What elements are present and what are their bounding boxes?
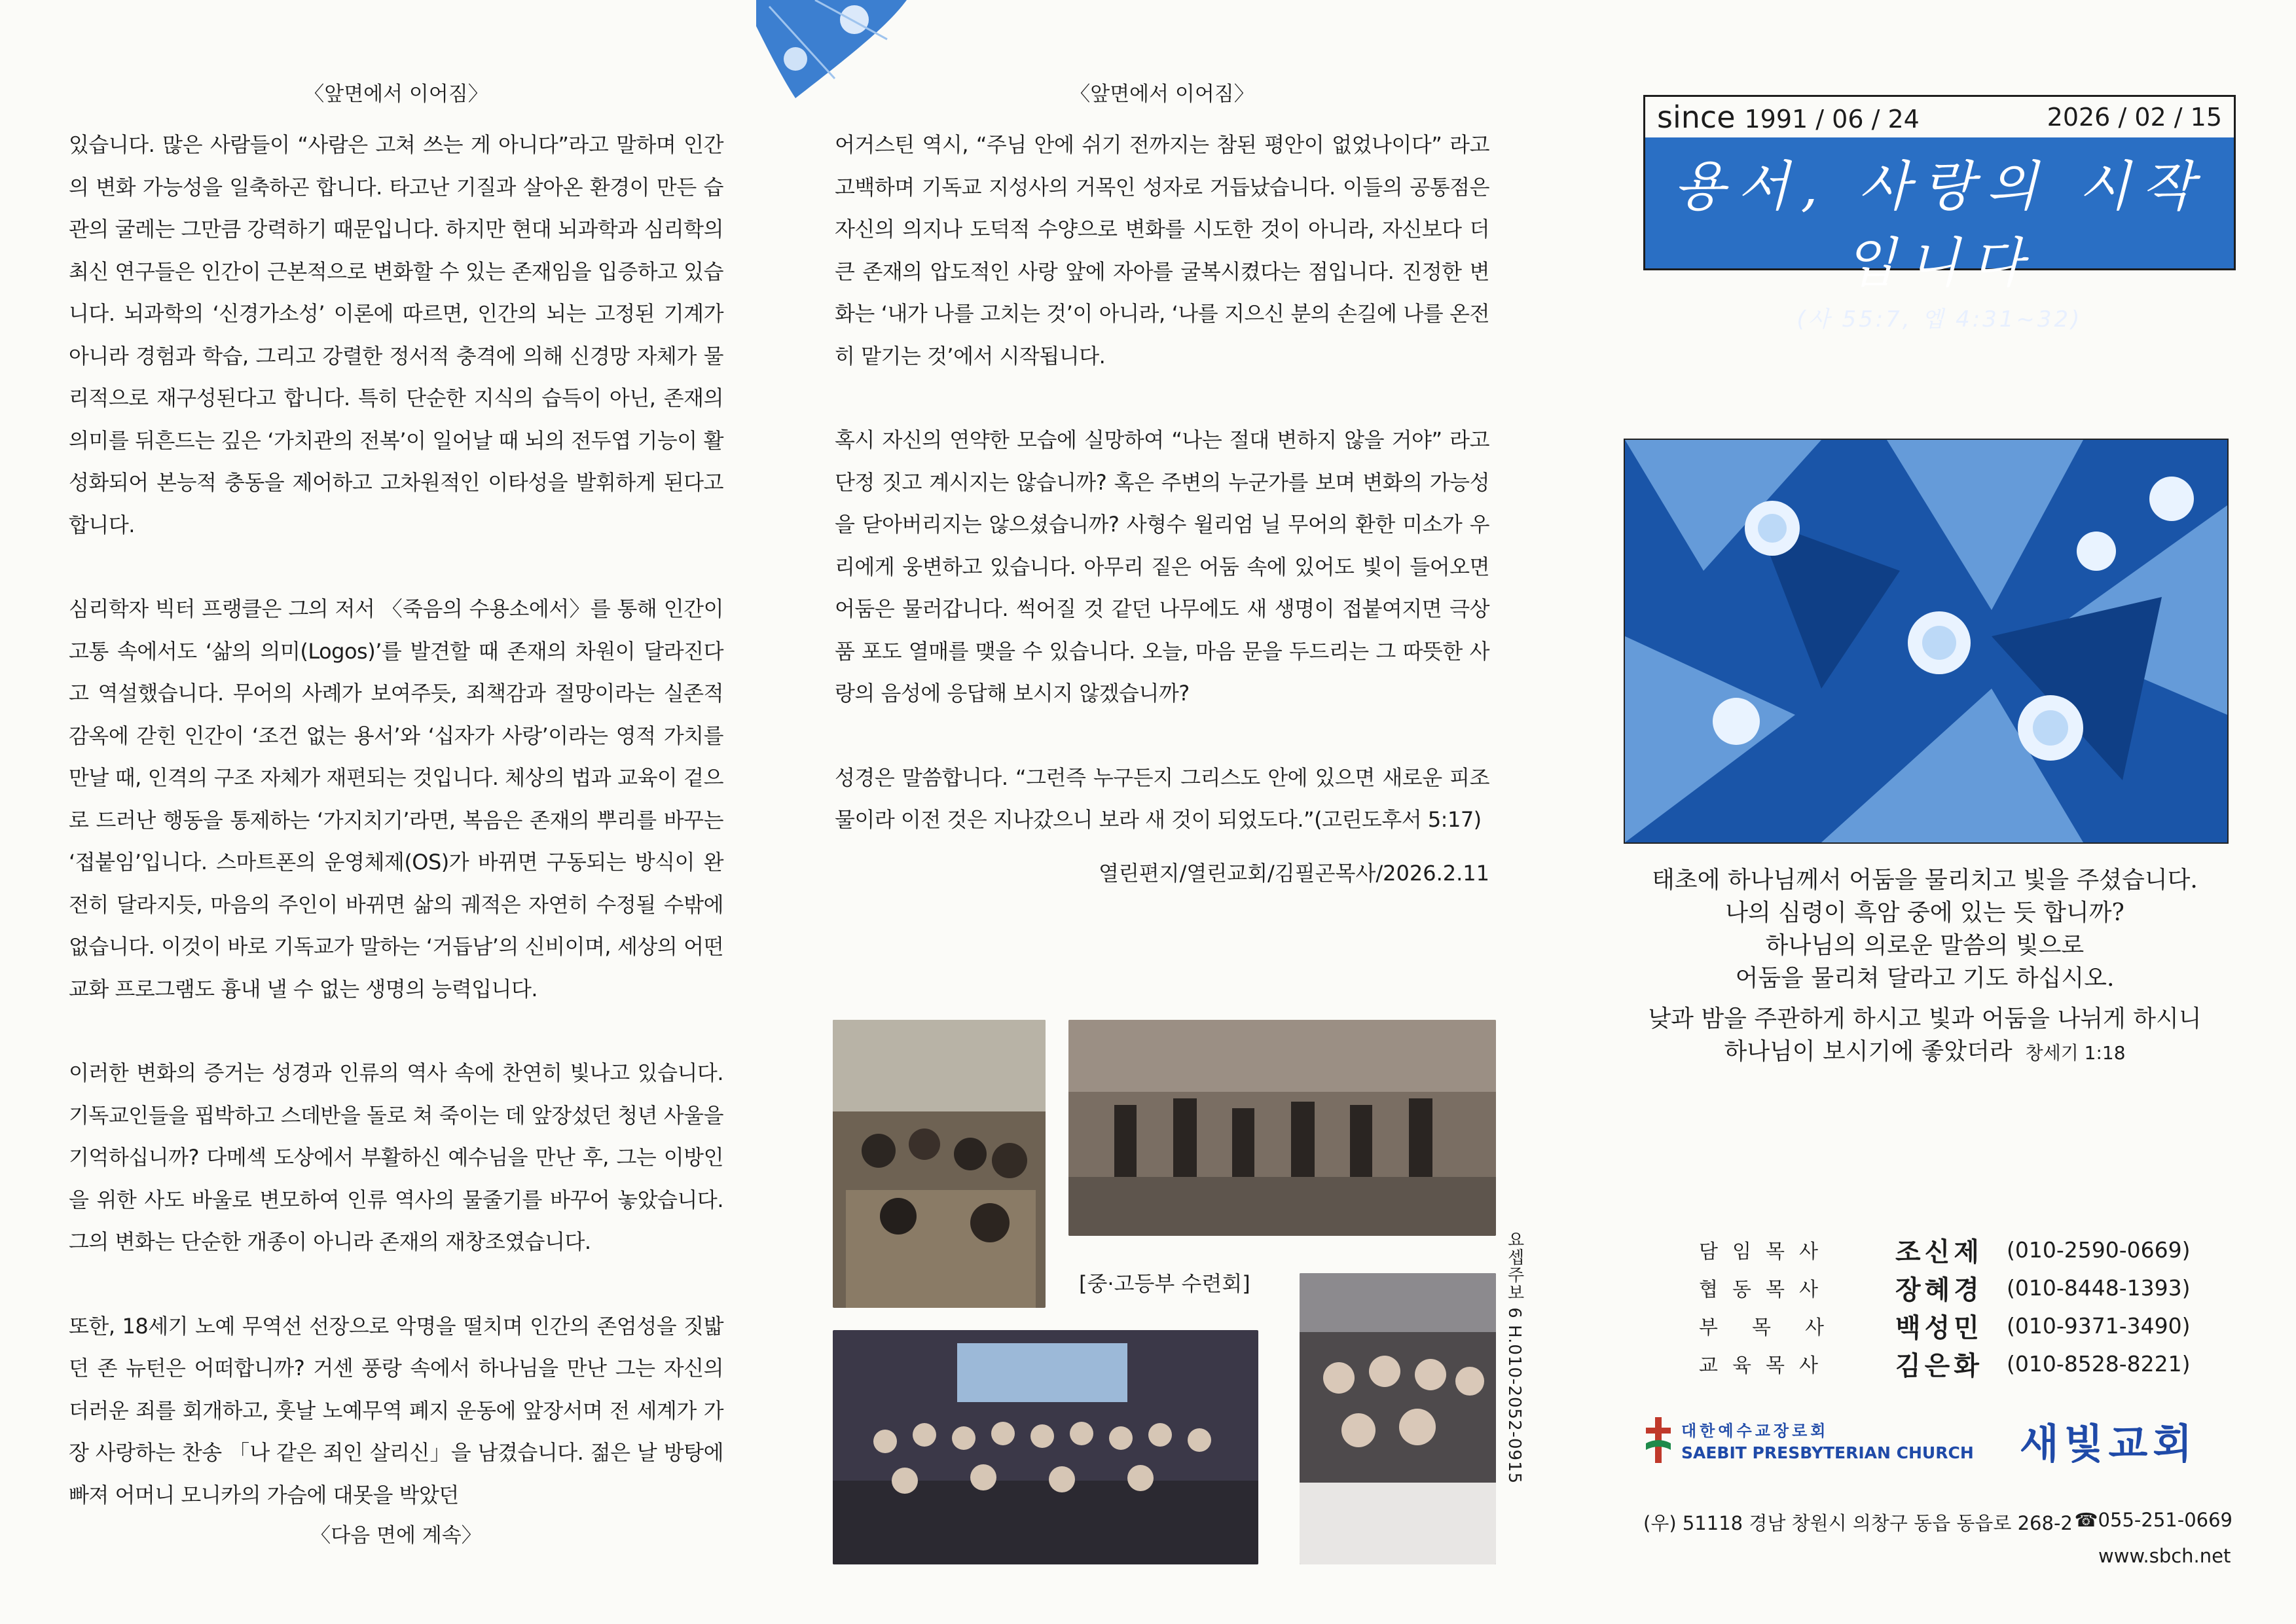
verse-line-2-wrap: [1597, 1036, 2252, 1070]
staff-role: 협동목사: [1699, 1278, 1832, 1301]
staff-role: 담임목사: [1699, 1240, 1832, 1263]
retreat-photo-dining: [833, 1020, 1046, 1308]
staff-name: 장혜경: [1895, 1274, 1983, 1305]
photo-caption: [중·고등부 수련회]: [1079, 1271, 1250, 1296]
denomination-english: SAEBIT PRESBYTERIAN CHURCH: [1681, 1443, 1974, 1462]
staff-name: 백성민: [1895, 1312, 1983, 1343]
meditation-text: [1597, 864, 2252, 1070]
denomination-korean: 대한예수교장로회: [1681, 1422, 1829, 1440]
verse-reference: 창세기 1:18: [2025, 1042, 2126, 1064]
article-column-2: [835, 77, 1489, 887]
poem-line-3: 하나님의 의로운 말씀의 빛으로: [1765, 932, 2085, 959]
since-label: [1657, 99, 1920, 135]
staff-phone: (010-9371-3490): [2007, 1312, 2191, 1339]
church-name: 새빛교회: [2019, 1419, 2198, 1468]
cover-art-image: [1624, 439, 2229, 844]
column-2-paragraph-3: 성경은 말씀합니다. “그런즉 누구든지 그리스도 안에 있으면 새로운 피조물이라 이전 것은 지나갔으니 보라 새 것이 되었도다.”(고린도후서 5:17): [835, 765, 1489, 832]
continued-note: 〈다음 면에 계속〉: [310, 1524, 482, 1547]
staff-row: [1699, 1231, 2223, 1269]
column-1-paragraph-4: 또한, 18세기 노예 무역선 선장으로 악명을 떨치며 인간의 존엄성을 짓밟던 존 뉴턴은 어떠합니까? 거센 풍랑 속에서 하나님을 만난 그는 자신의 더러운 죄를 회개하고, 훗날 노예무역 폐지 운동에 앞장서며 전 세계가 가장 사랑하는 찬송 「나 같은 죄인 살리신」을 남겼습니다. 젊은 날 방탕에 빠져 어머니 모니카의 가슴에 대못을 박았던: [69, 1313, 723, 1507]
poem-line-4: 어둠을 물리쳐 달라고 기도 하십시오.: [1735, 965, 2115, 992]
sermon-title: 용서, 사랑의 시작입니다: [1673, 156, 2206, 295]
staff-phone: (010-8528-8221): [2007, 1350, 2191, 1377]
poem-line-2: 나의 심령이 흑암 중에 있는 듯 합니까?: [1725, 899, 2124, 926]
retreat-photo-activity: [1068, 1020, 1496, 1236]
column-1-paragraph-1: 있습니다. 많은 사람들이 “사람은 고쳐 쓰는 게 아니다”라고 말하며 인간의 변화 가능성을 일축하곤 합니다. 타고난 기질과 살아온 환경이 만든 습관의 굴레는 그만큼 강력하기 때문입니다. 하지만 현대 뇌과학과 심리학의 최신 연구들은 인간이 근본적으로 변화할 수 있는 존재임을 입증하고 있습니다. 뇌과학의 ‘신경가소성’ 이론에 따르면, 인간의 뇌는 고정된 기계가 아니라 경험과 학습, 그리고 강렬한 정서적 충격에 의해 신경망 자체가 물리적으로 재구성된다고 합니다. 특히 단순한 지식의 습득이 아닌, 존재의 의미를 뒤흔드는 깊은 ‘가치관의 전복’이 일어날 때 뇌의 전두엽 기능이 활성화되어 본능적 충동을 제어하고 고차원적인 이타성을 발휘하게 된다고 합니다.: [69, 132, 723, 537]
column-1-head: 〈앞면에서 이어짐〉: [304, 82, 488, 106]
article-column-1: [69, 77, 723, 1548]
staff-role: 교육목사: [1699, 1354, 1832, 1377]
vertical-side-text: 요셉주보 6 H.010-2052-0915: [1504, 1231, 1524, 1485]
since-date: 1991 / 06 / 24: [1744, 105, 1920, 134]
staff-phone: (010-8448-1393): [2007, 1274, 2191, 1301]
since-word: since: [1657, 99, 1736, 135]
retreat-photo-selfie: [1300, 1273, 1496, 1564]
staff-row: [1699, 1344, 2223, 1382]
staff-row: [1699, 1269, 2223, 1307]
denomination-text: [1681, 1418, 1974, 1462]
bulletin-header: [1643, 95, 2236, 333]
header-date-bar: [1645, 97, 2234, 137]
sermon-reference: (사 55:7, 엡 4:31~32): [1796, 306, 2083, 333]
column-2-paragraph-1: 어거스틴 역시, “주님 안에 쉬기 전까지는 참된 평안이 없었나이다” 라고 고백하며 기독교 지성사의 거목인 성자로 거듭났습니다. 이들의 공통점은 자신의 의지나 도덕적 수양으로 변화를 시도한 것이 아니라, 자신보다 더 큰 존재의 압도적인 사랑 앞에 자아를 굴복시켰다는 점입니다. 진정한 변화는 ‘내가 나를 고치는 것’이 아니라, ‘나를 지으신 분의 손길에 나를 온전히 맡기는 것’에서 시작됩니다.: [835, 132, 1489, 369]
staff-list: [1699, 1231, 2223, 1382]
verse-line-1: 낮과 밤을 주관하게 하시고 빛과 어둠을 나뉘게 하시니: [1648, 1005, 2202, 1032]
staff-phone: (010-2590-0669): [2007, 1236, 2191, 1263]
poem-line-1: 태초에 하나님께서 어둠을 물리치고 빛을 주셨습니다.: [1652, 867, 2198, 893]
staff-role: 부목사: [1699, 1316, 1858, 1339]
column-1-paragraph-2: 심리학자 빅터 프랭클은 그의 저서 〈죽음의 수용소에서〉를 통해 인간이 고통 속에서도 ‘삶의 의미(Logos)’를 발견할 때 존재의 차원이 달라진다고 역설했습니다. 무어의 사례가 보여주듯, 죄책감과 절망이라는 실존적 감옥에 갇힌 인간이 ‘조건 없는 용서’와 ‘십자가 사랑’이라는 영적 가치를 만날 때, 인격의 구조 자체가 재편되는 것입니다. 체상의 법과 교육이 겉으로 드러난 행동을 통제하는 ‘가지치기’라면, 복음은 존재의 뿌리를 바꾸는 ‘접붙임’입니다. 스마트폰의 운영체제(OS)가 바뀌면 구동되는 방식이 완전히 달라지듯, 마음의 주인이 바뀌면 삶의 궤적은 자연히 수정될 수밖에 없습니다. 이것이 바로 기독교가 말하는 ‘거듭남’의 신비이며, 세상의 어떤 교화 프로그램도 흉내 낼 수 없는 생명의 능력입니다.: [69, 596, 723, 1001]
column-2-head: 〈앞면에서 이어짐〉: [1070, 82, 1254, 106]
staff-name: 김은화: [1895, 1350, 1983, 1381]
church-logo-block: [1643, 1414, 2232, 1466]
column-1-paragraph-3: 이러한 변화의 증거는 성경과 인류의 역사 속에 찬연히 빛나고 있습니다. 기독교인들을 핍박하고 스데반을 돌로 쳐 죽이는 데 앞장섰던 청년 사울을 기억하십니까? 다메섹 도상에서 부활하신 예수님을 만난 후, 그는 이방인을 위한 사도 바울로 변모하여 인류 역사의 물줄기를 바꾸어 놓았습니다. 그의 변화는 단순한 개종이 아니라 존재의 재창조였습니다.: [69, 1060, 723, 1254]
issue-date: 2026 / 02 / 15: [2047, 103, 2222, 132]
church-phone: ☎055-251-0669: [2074, 1509, 2232, 1531]
verse-line-2: 하나님이 보시기에 좋았더라: [1724, 1038, 2013, 1065]
staff-row: [1699, 1307, 2223, 1344]
cross-logo-icon: [1643, 1417, 1673, 1463]
church-address-line: [1643, 1509, 2232, 1536]
church-website: www.sbch.net: [2098, 1545, 2231, 1567]
column-2-paragraph-2: 혹시 자신의 연약한 모습에 실망하여 “나는 절대 변하지 않을 거야” 라고 단정 짓고 계시지는 않습니까? 혹은 주변의 누군가를 보며 변화의 가능성을 닫아버리지는 않으셨습니까? 사형수 윌리엄 닐 무어의 환한 미소가 우리에게 웅변하고 있습니다. 아무리 짙은 어둠 속에 있어도 빛이 들어오면 어둠은 물러갑니다. 썩어질 것 같던 나무에도 새 생명이 접붙여지면 극상품 포도 열매를 맺을 수 있습니다. 오늘, 마음 문을 두드리는 그 따뜻한 사랑의 음성에 응답해 보시지 않겠습니까?: [835, 427, 1489, 706]
article-signoff: 열린편지/열린교회/김필곤목사/2026.2.11: [1098, 860, 1489, 886]
church-address: (우) 51118 경남 창원시 의창구 동읍 동읍로 268-2: [1643, 1512, 2073, 1534]
retreat-photo-group: [833, 1330, 1258, 1564]
staff-name: 조신제: [1895, 1236, 1983, 1267]
